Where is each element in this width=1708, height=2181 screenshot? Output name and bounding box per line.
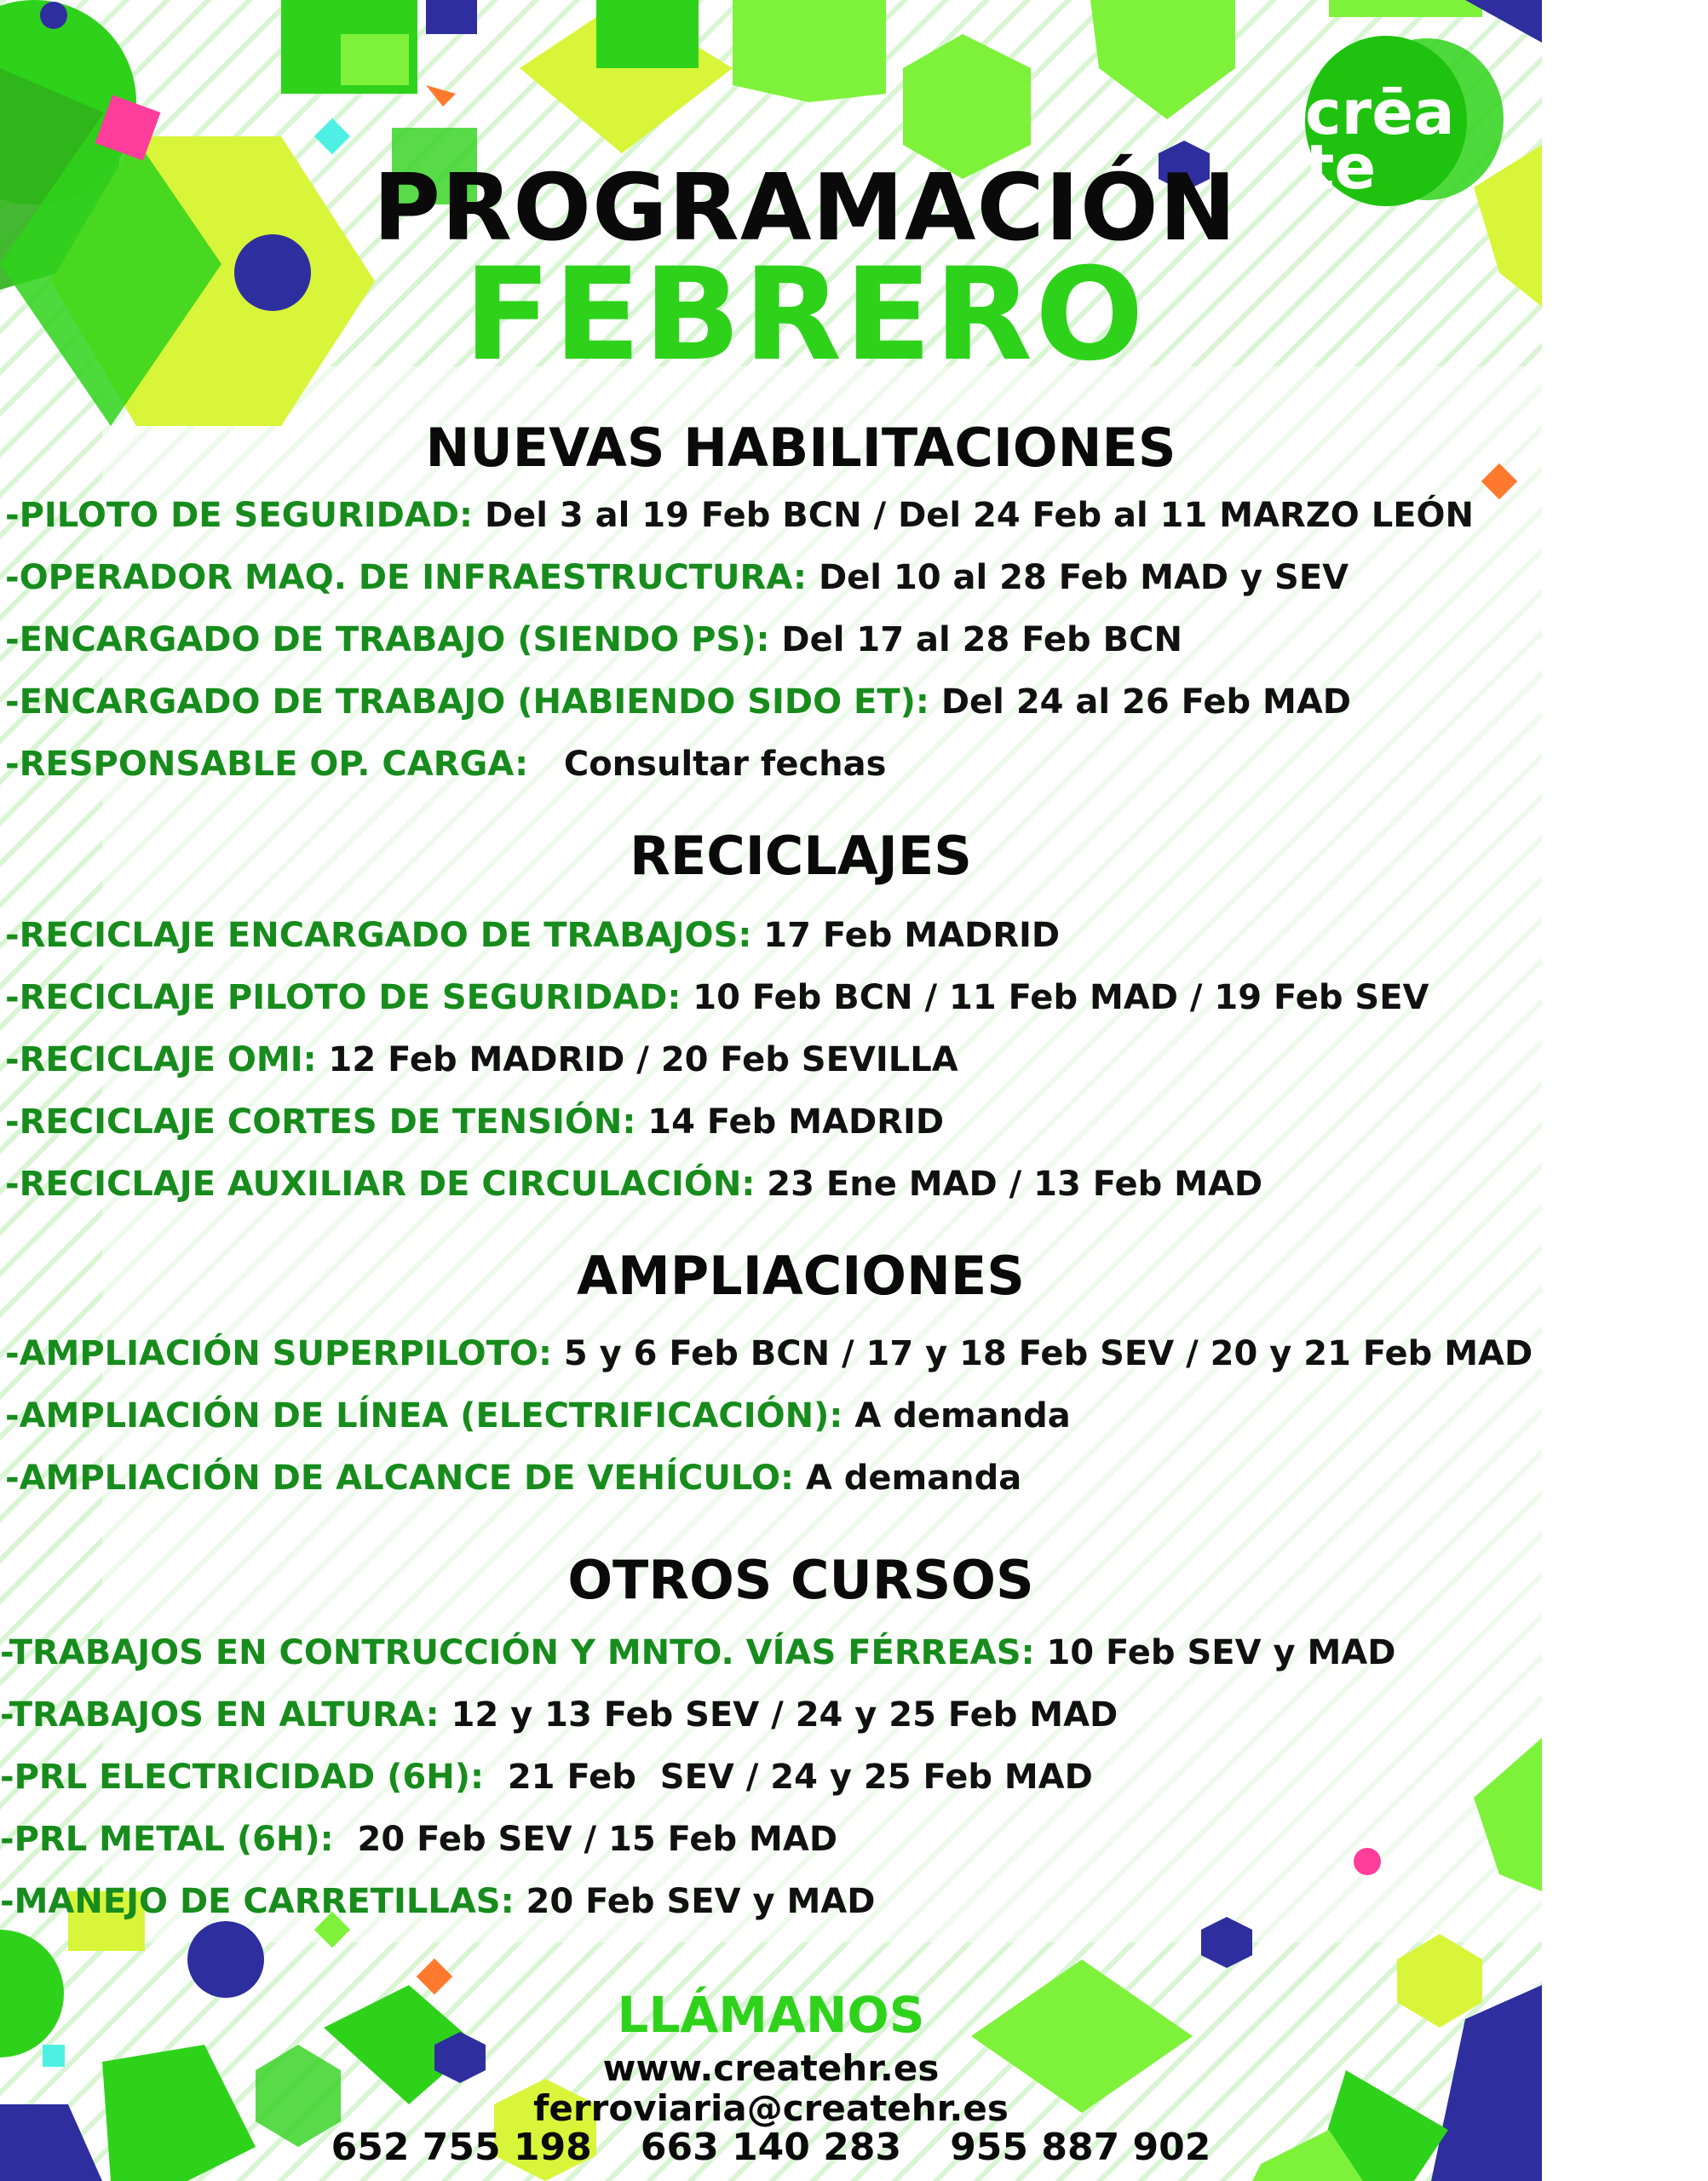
list-item bbox=[5, 619, 1530, 661]
list-item bbox=[5, 1101, 1530, 1143]
course-name: -ENCARGADO DE TRABAJO (SIENDO PS): bbox=[5, 620, 770, 659]
list-item bbox=[5, 1163, 1530, 1206]
course-name: -RECICLAJE OMI: bbox=[5, 1040, 317, 1079]
section-heading-reciclajes: RECICLAJES bbox=[630, 825, 972, 887]
phone-number[interactable]: 955 887 902 bbox=[950, 2126, 1211, 2169]
list-item bbox=[5, 914, 1530, 957]
section-heading-nuevas-habilitaciones: NUEVAS HABILITACIONES bbox=[425, 417, 1176, 479]
course-dates: 12 y 13 Feb SEV / 24 y 25 Feb MAD bbox=[439, 1695, 1119, 1735]
phone-numbers bbox=[0, 2126, 1542, 2170]
course-dates: 10 Feb SEV y MAD bbox=[1034, 1633, 1396, 1672]
course-dates: 10 Feb BCN / 11 Feb MAD / 19 Feb SEV bbox=[681, 978, 1429, 1017]
list-item bbox=[0, 1756, 1525, 1798]
course-dates: 23 Ene MAD / 13 Feb MAD bbox=[755, 1165, 1263, 1204]
course-name: -AMPLIACIÓN SUPERPILOTO: bbox=[5, 1334, 552, 1373]
course-name: -TRABAJOS EN ALTURA: bbox=[0, 1695, 440, 1735]
list-item bbox=[5, 556, 1530, 599]
phone-number[interactable]: 652 755 198 bbox=[331, 2126, 592, 2169]
course-name: -RECICLAJE ENCARGADO DE TRABAJOS: bbox=[5, 916, 752, 955]
logo-line-1: crēa bbox=[1305, 77, 1455, 148]
course-dates: 14 Feb MADRID bbox=[635, 1102, 945, 1142]
course-dates: Del 3 al 19 Feb BCN / Del 24 Feb al 11 MARZO LEÓN bbox=[473, 496, 1475, 535]
list-item bbox=[0, 1631, 1525, 1674]
course-name: -AMPLIACIÓN DE LÍNEA (ELECTRIFICACIÓN): bbox=[5, 1396, 843, 1436]
list-item bbox=[5, 1332, 1533, 1375]
course-name: -RECICLAJE AUXILIAR DE CIRCULACIÓN: bbox=[5, 1165, 756, 1204]
course-dates: A demanda bbox=[793, 1459, 1022, 1498]
call-us-heading: LLÁMANOS bbox=[617, 1986, 925, 2044]
course-dates: 20 Feb SEV / 15 Feb MAD bbox=[333, 1820, 838, 1859]
course-name: -PRL METAL (6H): bbox=[0, 1820, 334, 1859]
course-name: -RECICLAJE CORTES DE TENSIÓN: bbox=[5, 1102, 636, 1142]
course-name: -TRABAJOS EN CONTRUCCIÓN Y MNTO. VÍAS FÉRREAS: bbox=[0, 1633, 1035, 1672]
course-dates: Consultar fechas bbox=[528, 745, 887, 784]
course-name: -PILOTO DE SEGURIDAD: bbox=[5, 496, 474, 535]
list-item bbox=[0, 1818, 1525, 1861]
list-item bbox=[5, 494, 1530, 537]
course-dates: Del 17 al 28 Feb BCN bbox=[769, 620, 1182, 659]
course-name: -AMPLIACIÓN DE ALCANCE DE VEHÍCULO: bbox=[5, 1459, 794, 1498]
course-dates: 21 Feb SEV / 24 y 25 Feb MAD bbox=[484, 1758, 1093, 1797]
course-dates: 17 Feb MADRID bbox=[751, 916, 1061, 955]
list-item bbox=[5, 743, 1530, 786]
logo-line-2: te bbox=[1305, 131, 1377, 203]
course-name: -MANEJO DE CARRETILLAS: bbox=[0, 1882, 515, 1921]
section-heading-ampliaciones: AMPLIACIONES bbox=[577, 1245, 1025, 1307]
course-name: -ENCARGADO DE TRABAJO (HABIENDO SIDO ET): bbox=[5, 682, 929, 722]
course-name: -RESPONSABLE OP. CARGA: bbox=[5, 745, 529, 784]
list-item bbox=[5, 1039, 1530, 1081]
course-name: -OPERADOR MAQ. DE INFRAESTRUCTURA: bbox=[5, 558, 808, 597]
title-programacion: PROGRAMACIÓN bbox=[372, 155, 1238, 262]
list-item bbox=[0, 1694, 1525, 1736]
course-dates: Del 24 al 26 Feb MAD bbox=[929, 682, 1351, 722]
section-heading-otros-cursos: OTROS CURSOS bbox=[567, 1549, 1034, 1611]
website-link[interactable]: www.createhr.es bbox=[602, 2047, 940, 2089]
title-febrero: FEBRERO bbox=[463, 241, 1147, 389]
list-item bbox=[5, 976, 1530, 1019]
course-dates: A demanda bbox=[842, 1396, 1071, 1436]
list-item bbox=[5, 1457, 1530, 1499]
course-dates: Del 10 al 28 Feb MAD y SEV bbox=[807, 558, 1349, 597]
course-dates: 20 Feb SEV y MAD bbox=[514, 1882, 876, 1921]
course-name: -PRL ELECTRICIDAD (6H): bbox=[0, 1758, 484, 1797]
list-item bbox=[0, 1880, 1525, 1923]
course-name: -RECICLAJE PILOTO DE SEGURIDAD: bbox=[5, 978, 681, 1017]
course-dates: 12 Feb MADRID / 20 Feb SEVILLA bbox=[316, 1040, 958, 1079]
email-link[interactable]: ferroviaria@createhr.es bbox=[533, 2087, 1009, 2129]
phone-number[interactable]: 663 140 283 bbox=[640, 2126, 902, 2169]
list-item bbox=[5, 681, 1530, 723]
course-dates: 5 y 6 Feb BCN / 17 y 18 Feb SEV / 20 y 21 Feb MAD bbox=[551, 1334, 1533, 1373]
list-item bbox=[5, 1395, 1530, 1437]
